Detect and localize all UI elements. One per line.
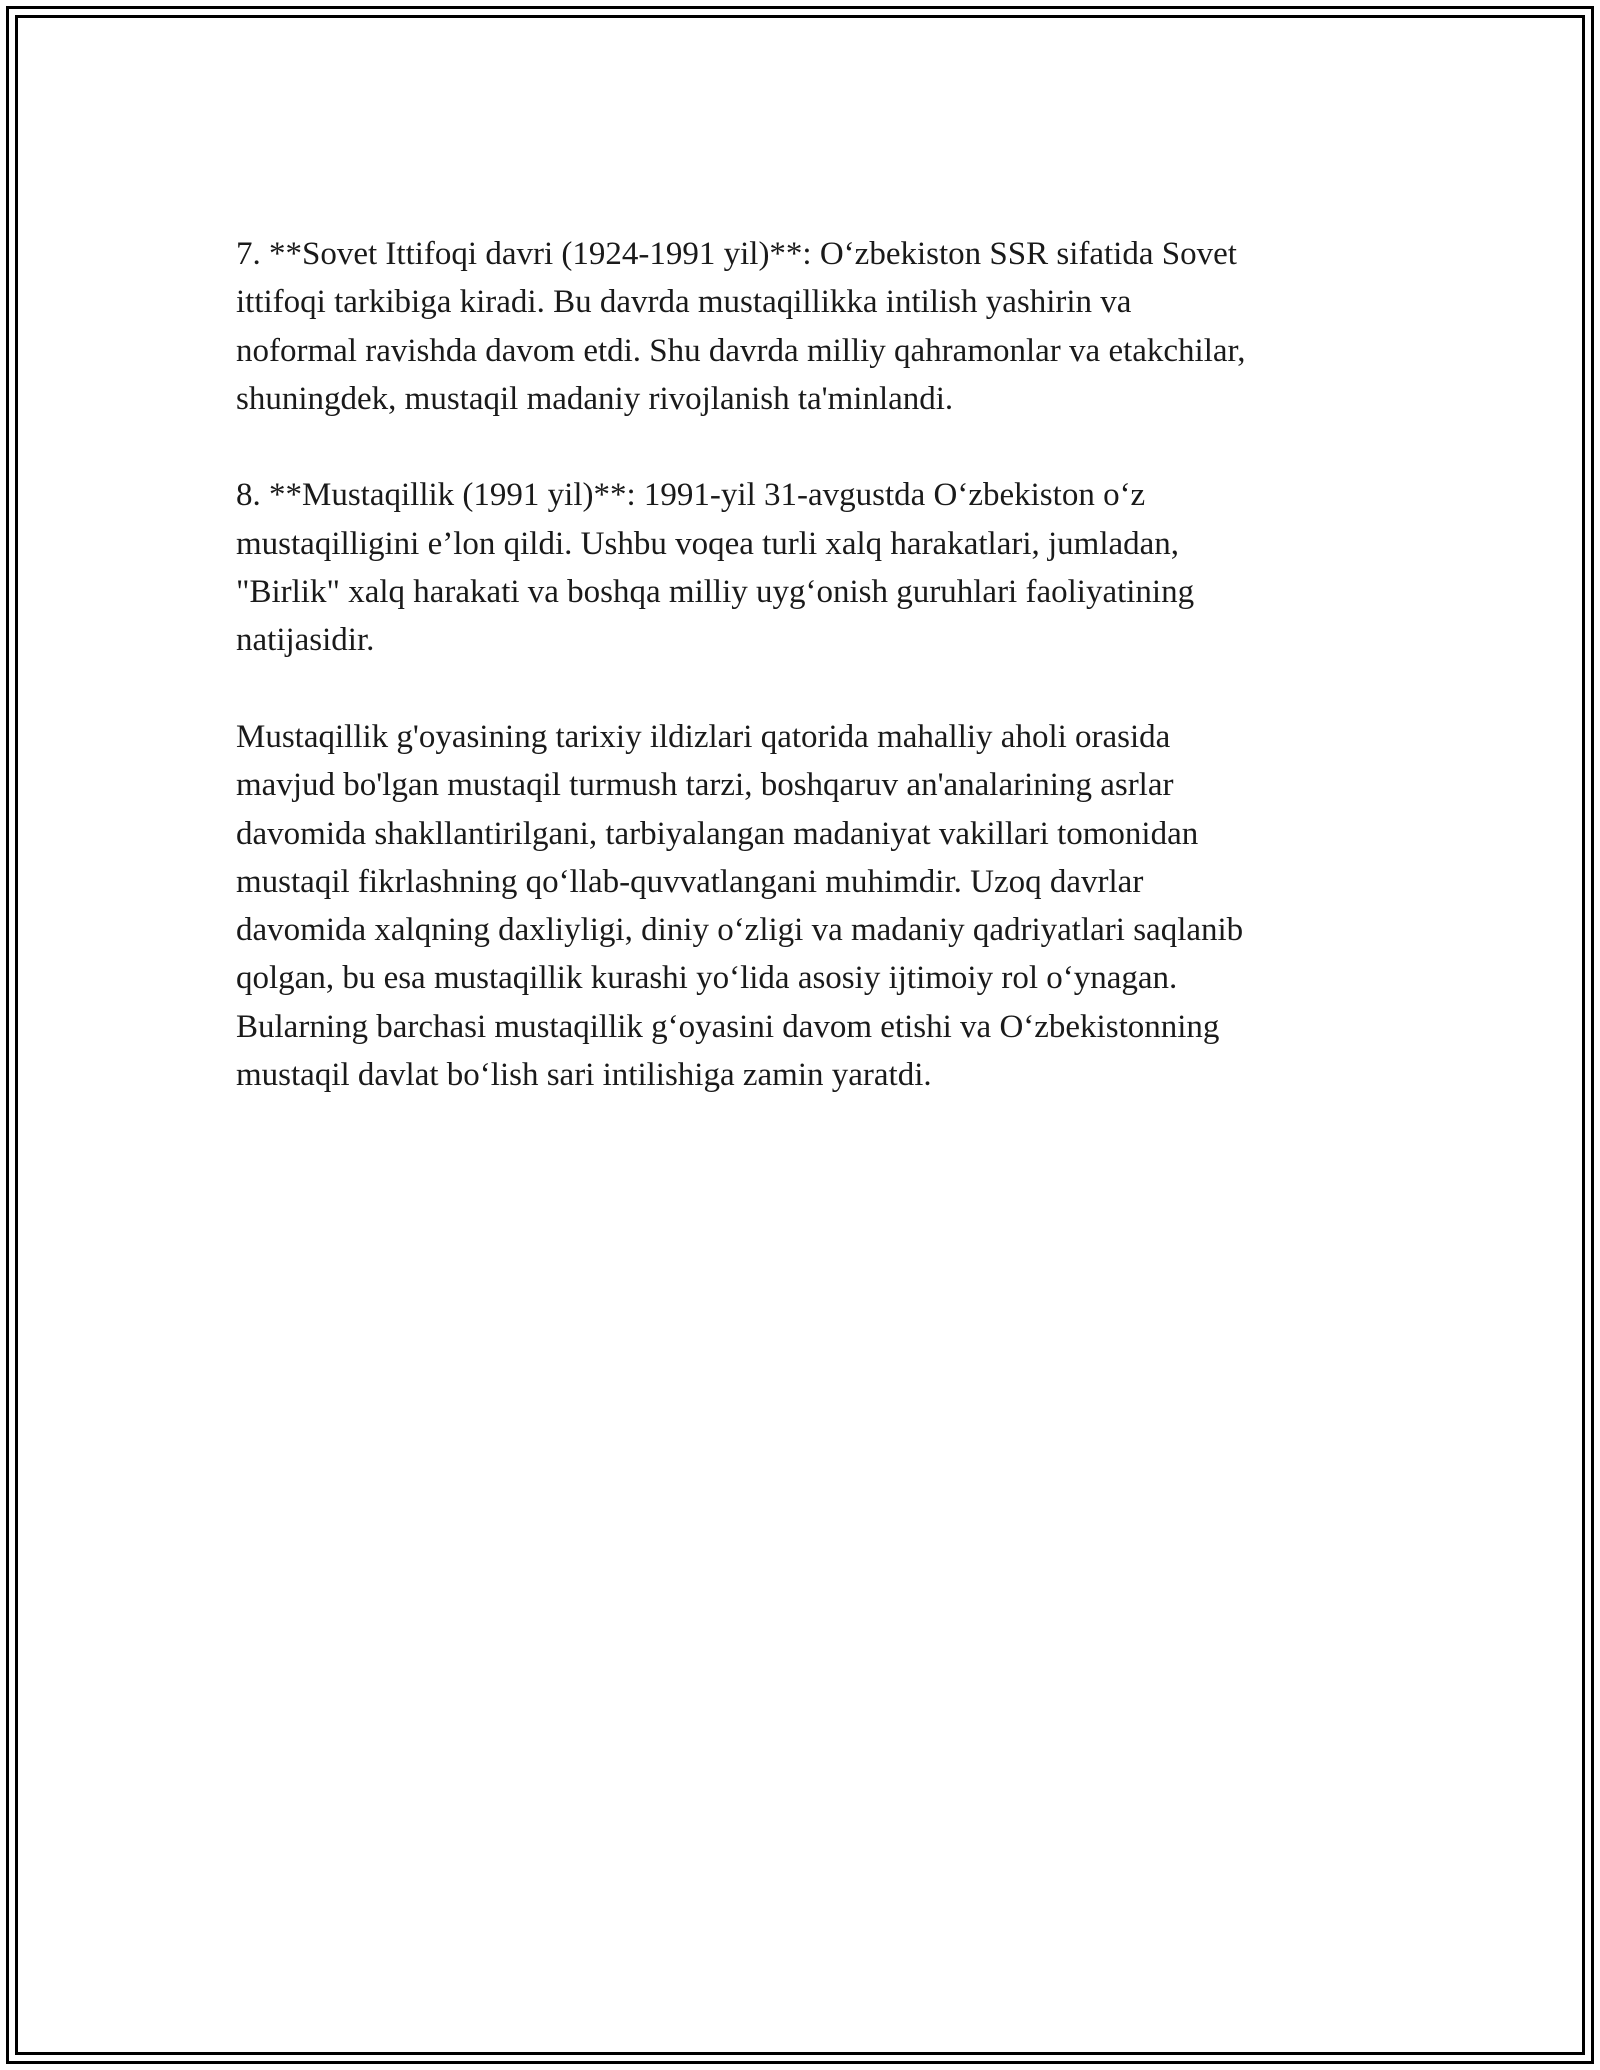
text-line: 8. **Mustaqillik (1991 yil)**: 1991-yil 31-avgustda O‘zbekiston o‘z [236, 477, 1146, 514]
text-line: mavjud bo'lgan mustaqil turmush tarzi, boshqaruv an'analarining asrlar [236, 767, 1174, 804]
text-line: davomida xalqning daxliyligi, diniy o‘zligi va madaniy qadriyatlari saqlanib [236, 912, 1244, 949]
document-body [236, 230, 1376, 1148]
text-line: natijasidir. [236, 622, 375, 659]
text-line: noformal ravishda davom etdi. Shu davrda milliy qahramonlar va etakchilar, [236, 332, 1246, 369]
paragraph-soviet-period [236, 230, 1376, 423]
text-line: Mustaqillik g'oyasining tarixiy ildizlari qatorida mahalliy aholi orasida [236, 718, 1171, 755]
text-line: mustaqilligini e’lon qildi. Ushbu voqea turli xalq harakatlari, jumladan, [236, 525, 1180, 562]
text-line: davomida shakllantirilgani, tarbiyalangan madaniyat vakillari tomonidan [236, 815, 1199, 852]
text-line: mustaqil fikrlashning qo‘llab-quvvatlangani muhimdir. Uzoq davrlar [236, 863, 1144, 900]
text-line: "Birlik" xalq harakati va boshqa milliy uyg‘onish guruhlari faoliyatining [236, 574, 1195, 611]
paragraph-historical-roots [236, 713, 1376, 1099]
text-line: qolgan, bu esa mustaqillik kurashi yo‘lida asosiy ijtimoiy rol o‘ynagan. [236, 960, 1178, 997]
text-line: shuningdek, mustaqil madaniy rivojlanish ta'minlandi. [236, 380, 954, 417]
text-line: mustaqil davlat bo‘lish sari intilishiga zamin yaratdi. [236, 1057, 932, 1094]
paragraph-independence [236, 471, 1376, 664]
text-line: 7. **Sovet Ittifoqi davri (1924-1991 yil)**: O‘zbekiston SSR sifatida Sovet [236, 236, 1237, 272]
text-line: Bularning barchasi mustaqillik g‘oyasini davom etishi va O‘zbekistonning [236, 1008, 1220, 1045]
text-line: ittifoqi tarkibiga kiradi. Bu davrda mustaqillikka intilish yashirin va [236, 284, 1132, 321]
